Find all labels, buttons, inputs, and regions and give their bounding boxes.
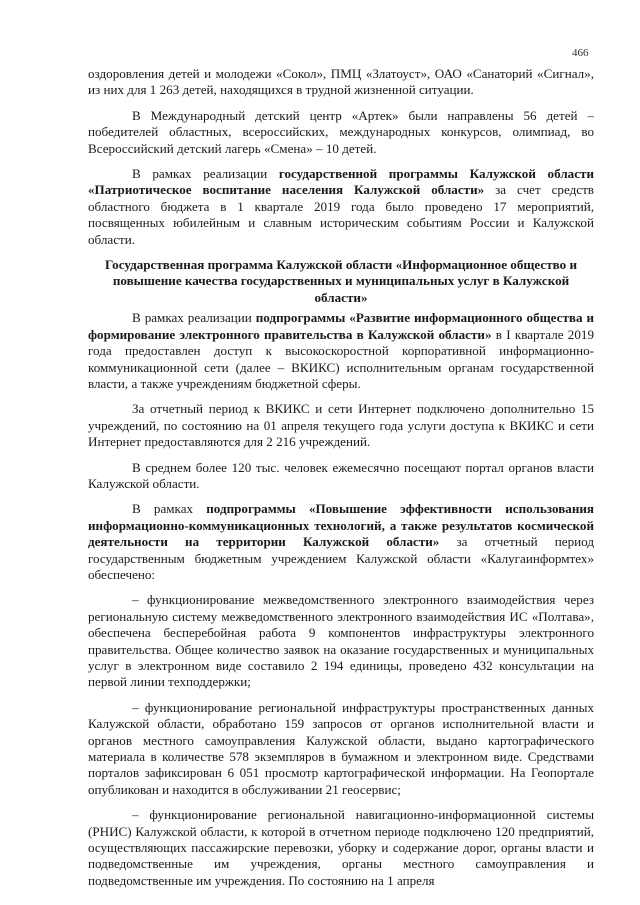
list-item-spatial-data: – функционирование региональной инфраструктуры пространственных данных Калужской области, обработано 159 запросов от органов исполнительной власти и органов местного самоуправления Калужской области, выдано картографического материала в количестве 578 экземпляров в бумажном и электронном виде. Средствами порталов зафиксирован 6 051 просмотр картографической информации. На Геопортале опубликован и находится в обслуживании 21 геосервис; — [88, 699, 594, 797]
subprogram-name-bold: подпрограммы «Развитие информационного общества и формирование электронного правительства в Калужской области» — [88, 310, 595, 342]
document-body — [88, 66, 594, 898]
paragraph-patriotic-program — [88, 166, 594, 248]
paragraph-artek: В Международный детский центр «Артек» были направлены 56 детей – победителей областных, всероссийских, международных конкурсов, олимпиад, во Всероссийский детский лагерь «Смена» – 10 детей. — [88, 107, 594, 156]
list-item-rnis: – функционирование региональной навигационно-информационной системы (РНИС) Калужской области, к которой в отчетном периоде подключено 120 предприятий, осуществляющих пассажирские перевозки, уборку и содержание дорог, органы власти и подведомственные им учреждения, органы местного самоуправления и подведомственные им учреждения. По состоянию на 1 апреля — [88, 807, 594, 888]
paragraph-camps-continuation: оздоровления детей и молодежи «Сокол», ПМЦ «Златоуст», ОАО «Санаторий «Сигнал», из них для 1 263 детей, находящихся в трудной жизненной ситуации. — [88, 66, 594, 98]
page-number: 466 — [572, 47, 589, 59]
paragraph-text: в I квартале 2019 года предоставлен доступ к высокоскоростной корпоративной информационно-коммуникационной сети (далее – ВКИКС) исполнительным органам государственной власти, а также учреждениям бюджетной сферы. — [88, 326, 594, 391]
paragraph-text: В рамках — [132, 501, 207, 517]
paragraph-vkiks-connections: За отчетный период к ВКИКС и сети Интернет подключено дополнительно 15 учреждений, по состоянию на 01 апреля текущего года услуги доступа к ВКИКС и сети Интернет предоставляются для 2 216 учреждений. — [88, 401, 594, 450]
paragraph-text: В рамках реализации — [132, 166, 279, 182]
paragraph-text: за счет средств областного бюджета в 1 квартале 2019 года было проведено 17 мероприятий, посвященных юбилейным и славным историческим событиям России и Калужской области. — [88, 182, 594, 247]
paragraph-portal-visitors: В среднем более 120 тыс. человек ежемесячно посещают портал органов власти Калужской области. — [88, 459, 594, 491]
program-name-bold: государственной программы Калужской области «Патриотическое воспитание населения Калужской области» — [88, 166, 594, 198]
subprogram-name-bold: подпрограммы «Повышение эффективности использования информационно-коммуникационных технологий, а также результатов космической деятельности на территории Калужской области» — [88, 501, 594, 550]
paragraph-text: В рамках реализации — [132, 310, 256, 326]
paragraph-text: за отчетный период государственным бюджетным учреждением Калужской области «Калугаинформтех» обеспечено: — [88, 534, 594, 582]
section-heading: Государственная программа Калужской области «Информационное общество и повышение качества государственных и муниципальных услуг в Калужской области» — [104, 257, 577, 305]
paragraph-egov-subprogram — [88, 310, 594, 392]
list-item-interagency: – функционирование межведомственного электронного взаимодействия через региональную систему межведомственного электронного взаимодействия ИС «Полтава», обеспечена бесперебойная работа 9 компонентов инфраструктуры электронного правительства. Общее количество заявок на оказание государственных и муниципальных услуг в электронном виде составило 2 194 единицы, проведено 432 консультации на первой линии техподдержки; — [88, 592, 594, 690]
paragraph-ict-subprogram — [88, 501, 594, 583]
